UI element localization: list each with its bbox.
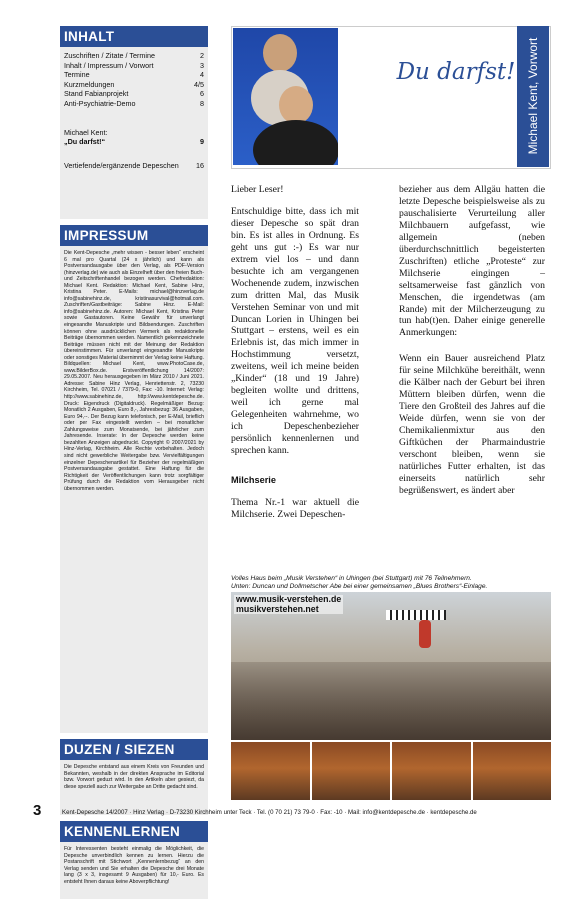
photo-url-overlay [234, 595, 343, 614]
toc-row[interactable] [64, 70, 204, 80]
impressum-box [60, 246, 208, 733]
toc-row-label: Anti-Psychiatrie-Demo [64, 98, 136, 108]
toc-row[interactable] [64, 51, 204, 61]
photo-thumb [473, 742, 552, 800]
toc-row-page: 3 [200, 60, 204, 70]
editorial-header [231, 26, 551, 169]
toc-editorial [64, 128, 204, 171]
footer-text: Kent-Depesche 14/2007 · Hinz Verlag · D-73230 Kirchheim unter Teck · Tel. (0 70 21) 73 79-0 · Fax: -10 · Mail: info@kentdepesche.de · kentdepesche.de [62, 809, 477, 816]
sidebar [60, 26, 208, 899]
seminar-photo [231, 592, 551, 740]
caption-line-2: Unten: Duncan und Dollmetscher Abe bei einer gemeinsamen „Blues Brothers“-Einlage. [231, 583, 488, 590]
toc-row-page: 4 [200, 70, 204, 80]
section-heading: Milchserie [231, 474, 276, 485]
toc-row-label: Kurzmeldungen [64, 79, 115, 89]
woman-figure [263, 34, 297, 72]
paragraph: Wenn ein Bauer ausreichend Platz für seine Milchkühe bereithält, wenn die Kälber nach der Geburt bei ihren Müttern bleiben dürfen, wenn die Tiere den Großteil des Jahres auf die Weide dürfen, wenn sie von der Chemikalienmixtur aus den Giftküchen der Pharmaindustrie verschont bleiben, wenn sie natürliches Futter erhalten, ist das einerseits natürlich sehr begrüßenswert, es ändert aber [399, 353, 545, 496]
paragraph: Entschuldige bitte, dass ich mit dieser Depesche so spät dran bin. Es ist alles in Ordnung. Es geht uns gut :-) Es war nur extrem viel los – und dann besuchte ich am vergangenen Wochenende zudem, inzwischen zum dritten Mal, das Musik Verstehen Seminar von und mit Duncan Lorien in Uhingen bei Stuttgart – erstens, weil es ein Erlebnis ist, das mich immer in Hochstimmung versetzt, zweitens, weil ich meine beiden „Kinder“ (18 und 19 Jahre) begleiten wollte und drittens, weil ich gerne mal Gelegenheiten wahrnehme, wo ich Depeschenbezieher persönlich kennenlernen und sprechen kann. [231, 205, 359, 457]
toc-editorial-author: Michael Kent: [64, 127, 108, 137]
toc-row[interactable] [64, 61, 204, 71]
toc-row-label: Stand Fabianprojekt [64, 89, 129, 99]
man-figure [279, 86, 313, 124]
editorial-headline: Du darfst! [396, 59, 516, 85]
toc-row[interactable] [64, 80, 204, 90]
author-photo [233, 28, 338, 165]
table-of-contents [60, 47, 208, 219]
audience-shadow [231, 662, 551, 740]
kennenlernen-box [60, 842, 208, 899]
toc-list [64, 51, 204, 109]
toc-row-page: 2 [200, 51, 204, 60]
performer-shape [419, 620, 431, 648]
toc-more-label: Vertiefende/ergänzende Depeschen [64, 160, 179, 170]
caption-line-1: Volles Haus beim „Musik Verstehen“ in Uhingen (bei Stuttgart) mit 76 Teilnehmern. [231, 575, 472, 582]
photo-caption [231, 575, 551, 591]
kennenlernen-heading: KENNENLERNEN [60, 821, 208, 842]
photo-thumb [392, 742, 471, 800]
duzen-text: Die Depesche entstand aus einem Kreis von Freunden und Bekannten, weshalb in der direkten Ansprache im Editorial bzw. Vorwort geduzt wird. In den Artikeln aber gesiezt, da diese speziell auch zur Weitergabe an Dritte gedacht sind. [64, 764, 204, 790]
kennenlernen-text: Für Interessenten besteht einmalig die Möglichkeit, die Depesche unverbindlich kennen zu lernen. Hierzu die Postanschrift mit Stichwort „Kennenlernbezug“ an den Verlag senden und Sie erhalten die Depesche drei Monate lang (3 x 3, insgesamt 9 Ausgaben) für 10,- Euro. Es entsteht Ihnen daraus keine Aboverpflichtung! [64, 846, 204, 885]
photo-strip [231, 742, 551, 800]
toc-more-page: 16 [196, 160, 204, 170]
piano-shape [386, 610, 446, 620]
duzen-heading: DUZEN / SIEZEN [60, 739, 208, 760]
impressum-text: Die Kent-Depesche „mehr wissen - besser leben“ erscheint 6 mal pro Quartal (24 x jährlich) und kann als Postversandausgabe über den Verlag, als PDF-Version (hinzverlag.de) wie auch als Einzelheft über den freien Buch- und Zeitschriftenhandel bezogen werden. Chefredaktion: Michael Kent. Redaktion: Michael Kent, Sabine Hinz, Kristina Peter. E-Mails: michael@hinzverlag.de info@sabinehinz.de, kristinasurvival@hotmail.com. Zuschriften/Gastbeiträge: Sabine Hinz. E-Mail: info@sabinehinz.de. Autoren: Michael Kent, Kristina Peter sowie Gastautoren. Keine Gewähr für unverlangt eingesandte Manuskripte und Bildsendungen. Zuschriften können ohne ausdrücklichen Vermerk als redaktionelle Beiträge übernommen werden. Namentlich gekennzeichnete Beiträge müssen nicht mit der Meinung der Redaktion übereinstimmen. Für unverlangt eingesandte Manuskripte oder sonstiges Material übernimmt der Verlag keine Haftung. Bildquellen: Michael Kent, www.PhotoCase.de, www.BilderBox.de. Erstveröffentlichung 14/2007: 29.05.2007. Neu herausgegeben im März 2010 / Juni 2021. Adresse: Sabine Hinz Verlag, Henriettenstr. 2, 73230 Kirchheim, Tel. 07021 / 7379-0, Fax: -10. Internet: Verlag: http://www.sabinehinz.de, http://www.kentdepesche.de. Druck: Eigendruck (Digitaldruck). Regelmäßiger Bezug: Monatlich 2 Ausgaben, Euro 8,-, Jahresbezug: 36 Ausgaben, Euro 94,--. Der Bezug kann telefonisch, per E-Mail, brieflich oder per Fax eingestellt werden – bei monatlicher Zahlungsweise zum Monatsende, bei jährlicher zum Jahresende. Inserate: In der Depesche werden keine bezahlten Anzeigen abgedruckt. Copyright © 2007/2021 by Hinz-Verlag, Kirchheim. Alle Rechte vorbehalten. Jedoch sind nicht gewerbliche Weitergabe bzw. Vervielfältigungen einzelner Depeschenartikel für Bezieher der regelmäßigen Postversandausgabe gestattet. Eine Haftung für die Richtigkeit der Veröffentlichungen kann trotz sorgfältiger Prüfung durch die Redaktion vom Herausgeber nicht übernommen werden. [64, 250, 204, 492]
photo-thumb [312, 742, 391, 800]
salutation: Lieber Leser! [231, 184, 284, 195]
impressum-heading: IMPRESSUM [60, 225, 208, 246]
man-body [253, 120, 338, 165]
author-banner-text: Michael Kent, Vorwort [526, 37, 540, 155]
photo-thumb [231, 742, 310, 800]
author-banner [517, 26, 549, 167]
toc-row-page: 6 [200, 89, 204, 99]
inhalt-heading: INHALT [60, 26, 208, 47]
article-column-1 [231, 184, 359, 527]
url-line-2[interactable]: musikverstehen.net [236, 603, 319, 614]
paragraph: bezieher aus dem Allgäu hatten die letzte Depesche beispielsweise als zu pauschalisierte Verurteilung aller Milchbauern aufgefasst, wie allgemein (neben überdurchschnittlich begeisterten Zuschriften) etliche „Proteste“ zur Milchserie eingingen – seltsamerweise fast gänzlich von Menschen, die irgendetwas (am Rande) mit der Milcherzeugung zu tun hab(t)en. Daher einige generelle Anmerkungen: [399, 184, 545, 339]
toc-editorial-title: „Du darfst!“ [64, 136, 106, 146]
toc-editorial-page: 9 [200, 136, 204, 146]
article-column-2 [399, 184, 545, 503]
toc-row-label: Zuschriften / Zitate / Termine [64, 51, 155, 60]
toc-row-label: Inhalt / Impressum / Vorwort [64, 60, 154, 70]
page-number: 3 [33, 802, 42, 819]
url-line-1[interactable]: www.musik-verstehen.de [236, 594, 342, 604]
toc-row-page: 4/5 [194, 79, 204, 89]
toc-row-page: 8 [200, 98, 204, 108]
paragraph: Thema Nr.-1 war aktuell die Milchserie. Zwei Depeschen- [231, 496, 359, 520]
toc-row[interactable] [64, 99, 204, 109]
toc-row-editorial[interactable] [64, 137, 204, 147]
toc-row-label: Termine [64, 70, 90, 80]
duzen-box [60, 760, 208, 815]
toc-row-more[interactable] [64, 161, 204, 171]
toc-row[interactable] [64, 89, 204, 99]
